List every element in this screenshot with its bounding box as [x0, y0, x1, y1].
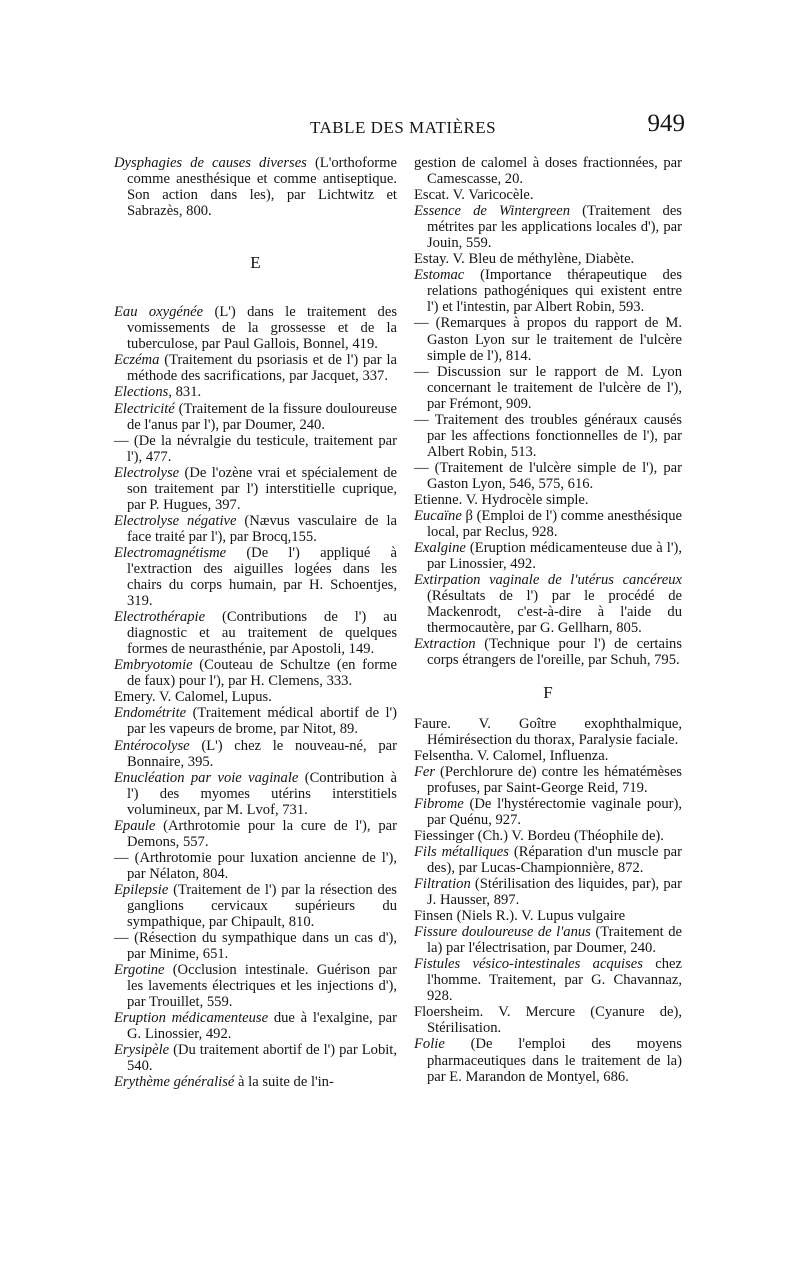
entry-text: (Nævus vasculaire de la face traité par l'), par Brocq,155. — [127, 512, 397, 545]
entry-text: Finsen (Niels R.). V. Lupus vulgaire — [414, 908, 626, 925]
entry-text: β (Emploi de l') comme anesthésique local, par Reclus, 928. — [427, 508, 682, 541]
entry-text: (Contribution à l') des myomes utérins interstitiels volumineux, par M. Lvof, 731. — [127, 769, 397, 818]
entry-text: Etienne. V. Hydrocèle simple. — [414, 491, 589, 508]
entry-text: — Traitement des troubles généraux causés par les affections fonctionnelles de l'), par Albert Robin, 513. — [414, 411, 682, 460]
index-entry — [114, 657, 397, 689]
entry-text: (Du traitement abortif de l') par Lobit, 540. — [127, 1042, 397, 1075]
index-entry — [114, 705, 397, 737]
index-entry — [114, 609, 397, 657]
index-entry — [414, 764, 682, 796]
entry-headword: Filtration — [414, 876, 471, 893]
index-entry — [114, 818, 397, 850]
right-entries-after — [414, 716, 682, 1085]
index-entry — [414, 364, 682, 412]
entry-headword: Electrothérapie — [114, 609, 206, 626]
entry-text: (Traitement des métrites par les applications locales d'), par Jouin, 559. — [427, 203, 682, 252]
index-entry — [114, 352, 397, 384]
index-entry — [114, 930, 397, 962]
index-entry — [414, 636, 682, 668]
entry-text: chez l'homme. Traitement, par G. Chavannaz, 928. — [427, 956, 682, 1005]
entry-headword: Epaule — [114, 817, 156, 834]
entry-text: Emery. V. Calomel, Lupus. — [114, 689, 272, 706]
entry-headword: Extirpation vaginale de l'utérus cancéreux — [414, 572, 682, 589]
entry-text: Fiessinger (Ch.) V. Bordeu (Théophile de). — [414, 827, 664, 844]
index-entry — [114, 465, 397, 513]
entry-text: Faure. V. Goître exophthalmique, Hémirésection du thorax, Paralysie faciale. — [414, 715, 682, 748]
entry-text: (L'orthoforme comme anesthésique et comme antiseptique. Son action dans les), par Lichtwitz et Sabrazès, 800. — [127, 155, 397, 220]
entry-text: — Discussion sur le rapport de M. Lyon concernant le traitement de l'ulcère de l'), par Frémont, 909. — [414, 363, 682, 412]
index-entry — [114, 545, 397, 609]
entry-text: Estay. V. Bleu de méthylène, Diabète. — [414, 251, 635, 268]
entry-headword: Entérocolyse — [114, 737, 190, 754]
entry-headword: Fissure douloureuse de l'anus — [414, 924, 591, 941]
entry-text: (De l'hystérectomie vaginale pour), par Quénu, 927. — [427, 795, 682, 828]
entry-text: , 831. — [168, 384, 202, 401]
left-column — [114, 155, 397, 1091]
entry-headword: Erysipèle — [114, 1042, 170, 1059]
entry-headword: Ergotine — [114, 962, 165, 979]
entry-text: (De l') appliqué à l'extraction des aiguilles logées dans les chairs du corps humain, par H. Schoentjes, 319. — [127, 544, 397, 610]
index-entry — [414, 748, 682, 764]
index-entry — [414, 1036, 682, 1084]
index-entry — [414, 844, 682, 876]
index-entry — [414, 956, 682, 1004]
page-number: 949 — [647, 110, 685, 137]
entry-headword: Fistules vésico-intestinales acquises — [414, 956, 643, 973]
index-entry — [414, 924, 682, 956]
left-entries-before — [114, 155, 397, 219]
entry-text: gestion de calomel à doses fractionnées, par Camescasse, 20. — [414, 155, 682, 188]
index-entry — [114, 401, 397, 433]
entry-text: (Résultats de l') par le procédé de Mackenrodt, c'est-à-dire à l'aide du thermocautère, par G. Gellharn, 805. — [427, 588, 682, 637]
entry-headword: Exalgine — [414, 540, 466, 557]
entry-headword: Estomac — [414, 267, 465, 284]
index-entry — [114, 433, 397, 465]
index-entry — [114, 850, 397, 882]
index-entry — [114, 882, 397, 930]
page-header — [110, 110, 685, 144]
entry-text: — (De la névralgie du testicule, traitement par l'), 477. — [114, 432, 397, 465]
entry-text: (Occlusion intestinale. Guérison par les lavements électriques et les injections d'), par Trouillet, 559. — [127, 962, 397, 1011]
index-entry — [414, 828, 682, 844]
index-entry — [114, 384, 397, 400]
index-entry — [114, 513, 397, 545]
index-entry — [414, 492, 682, 508]
entry-headword: Fer — [414, 763, 436, 780]
entry-text: (L') dans le traitement des vomissements de la grossesse et de la tuberculose, par Paul Gallois, Bonnel, 419. — [127, 304, 398, 353]
entry-headword: Electromagnétisme — [114, 544, 227, 561]
entry-headword: Endométrite — [114, 705, 187, 722]
entry-headword: Essence de Wintergreen — [414, 203, 570, 220]
entry-text: (Traitement médical abortif de l') par les vapeurs de brome, par Nitot, 89. — [127, 705, 397, 738]
index-entry — [414, 796, 682, 828]
entry-text: — (Arthrotomie pour luxation ancienne de l'), par Nélaton, 804. — [114, 849, 397, 882]
entry-text: (Technique pour l') de certains corps étrangers de l'oreille, par Schuh, 795. — [427, 636, 682, 669]
entry-text: (Importance thérapeutique des relations pathogéniques qui existent entre l') et l'intestin, par Albert Robin, 593. — [427, 267, 682, 316]
index-entry — [414, 1004, 682, 1036]
entry-text: — (Traitement de l'ulcère simple de l'), par Gaston Lyon, 546, 575, 616. — [414, 459, 682, 492]
entry-headword: Embryotomie — [114, 657, 193, 674]
index-entry — [414, 908, 682, 924]
entry-text: (Traitement de l') par la résection des ganglions cervicaux supérieurs du sympathique, par Chipault, 810. — [127, 881, 397, 931]
entry-headword: Electrolyse — [114, 464, 180, 481]
entry-headword: Eruption médicamenteuse — [114, 1010, 269, 1027]
index-entry — [414, 315, 682, 363]
index-entry — [414, 251, 682, 267]
entry-text: — (Remarques à propos du rapport de M. Gaston Lyon sur le traitement de l'ulcère simple de l'), 814. — [414, 315, 682, 364]
running-title: TABLE DES MATIÈRES — [310, 118, 497, 137]
index-entry — [114, 962, 397, 1010]
index-entry — [114, 1074, 397, 1090]
right-column — [414, 155, 682, 1085]
entry-text: (Contributions de l') au diagnostic et au traitement de quelques formes de neurasthénie, par Apostoli, 149. — [127, 609, 397, 658]
index-entry — [114, 1010, 397, 1042]
entry-headword: Dysphagies de causes diverses — [114, 155, 307, 171]
entry-text: Escat. V. Varicocèle. — [414, 187, 534, 204]
entry-headword: Extraction — [414, 636, 476, 653]
entry-headword: Fibrome — [414, 795, 464, 812]
index-entry — [414, 187, 682, 203]
entry-text: (Stérilisation des liquides, par), par J. Hausser, 897. — [427, 876, 682, 909]
entry-text: Felsentha. V. Calomel, Influenza. — [414, 747, 609, 764]
index-entry — [114, 1042, 397, 1074]
entry-headword: Eczéma — [114, 352, 160, 369]
index-entry — [414, 412, 682, 460]
index-entry — [414, 572, 682, 636]
entry-headword: Eucaïne — [414, 508, 462, 525]
entry-text: à la suite de l'in- — [234, 1074, 334, 1091]
index-entry — [414, 203, 682, 251]
entry-text: (Arthrotomie pour la cure de l'), par Demons, 557. — [127, 817, 397, 850]
right-entries — [414, 155, 682, 669]
entry-text: (Traitement du psoriasis et de l') par la méthode des sacrifications, par Jacquet, 337. — [127, 352, 397, 385]
entry-text: (Perchlorure de) contre les hématémèses profuses, par Saint-George Reid, 719. — [427, 763, 682, 796]
entry-text: — (Résection du sympathique dans un cas d'), par Minime, 651. — [114, 930, 397, 963]
entry-text: (L') chez le nouveau-né, par Bonnaire, 395. — [127, 737, 397, 770]
index-entry — [414, 267, 682, 315]
index-entry — [114, 738, 397, 770]
entry-text: (De l'ozène vrai et spécialement de son traitement par l') interstitielle cuprique, par P. Hugues, 397. — [127, 464, 397, 513]
index-entry — [114, 770, 397, 818]
index-entry — [414, 716, 682, 748]
index-entry — [114, 304, 397, 352]
index-entry — [414, 460, 682, 492]
index-entry — [414, 876, 682, 908]
left-entries — [114, 304, 397, 1090]
index-entry — [414, 155, 682, 187]
entry-text: Floersheim. V. Mercure (Cyanure de), Stérilisation. — [414, 1004, 682, 1037]
entry-text: (Traitement de la) par l'électrisation, par Doumer, 240. — [427, 924, 683, 957]
entry-headword: Erythème généralisé — [114, 1074, 235, 1091]
entry-text: (De l'emploi des moyens pharmaceutiques dans le traitement de la) par E. Marandon de Montyel, 686. — [427, 1036, 682, 1085]
entry-headword: Electrolyse négative — [114, 512, 237, 529]
index-entry — [414, 508, 682, 540]
entry-headword: Electricité — [114, 400, 175, 417]
entry-text: (Eruption médicamenteuse due à l'), par Linossier, 492. — [427, 540, 682, 573]
entry-headword: Folie — [414, 1036, 445, 1053]
index-entry — [114, 155, 397, 219]
section-letter-f: F — [543, 682, 553, 702]
entry-text: (Couteau de Schultze (en forme de faux) pour l'), par H. Clemens, 333. — [127, 657, 397, 690]
entry-headword: Elections — [114, 384, 169, 401]
index-entry — [114, 689, 397, 705]
index-entry — [414, 540, 682, 572]
entry-text: due à l'exalgine, par G. Linossier, 492. — [127, 1010, 397, 1043]
section-letter-e: E — [250, 253, 261, 273]
entry-headword: Epilepsie — [114, 881, 169, 898]
entry-headword: Eau oxygénée — [114, 304, 204, 321]
entry-text: (Traitement de la fissure douloureuse de l'anus par l'), par Doumer, 240. — [127, 400, 397, 433]
entry-text: (Réparation d'un muscle par des), par Lucas-Championnière, 872. — [427, 843, 682, 876]
entry-headword: Fils métalliques — [414, 843, 509, 860]
entry-headword: Enucléation par voie vaginale — [114, 769, 299, 786]
